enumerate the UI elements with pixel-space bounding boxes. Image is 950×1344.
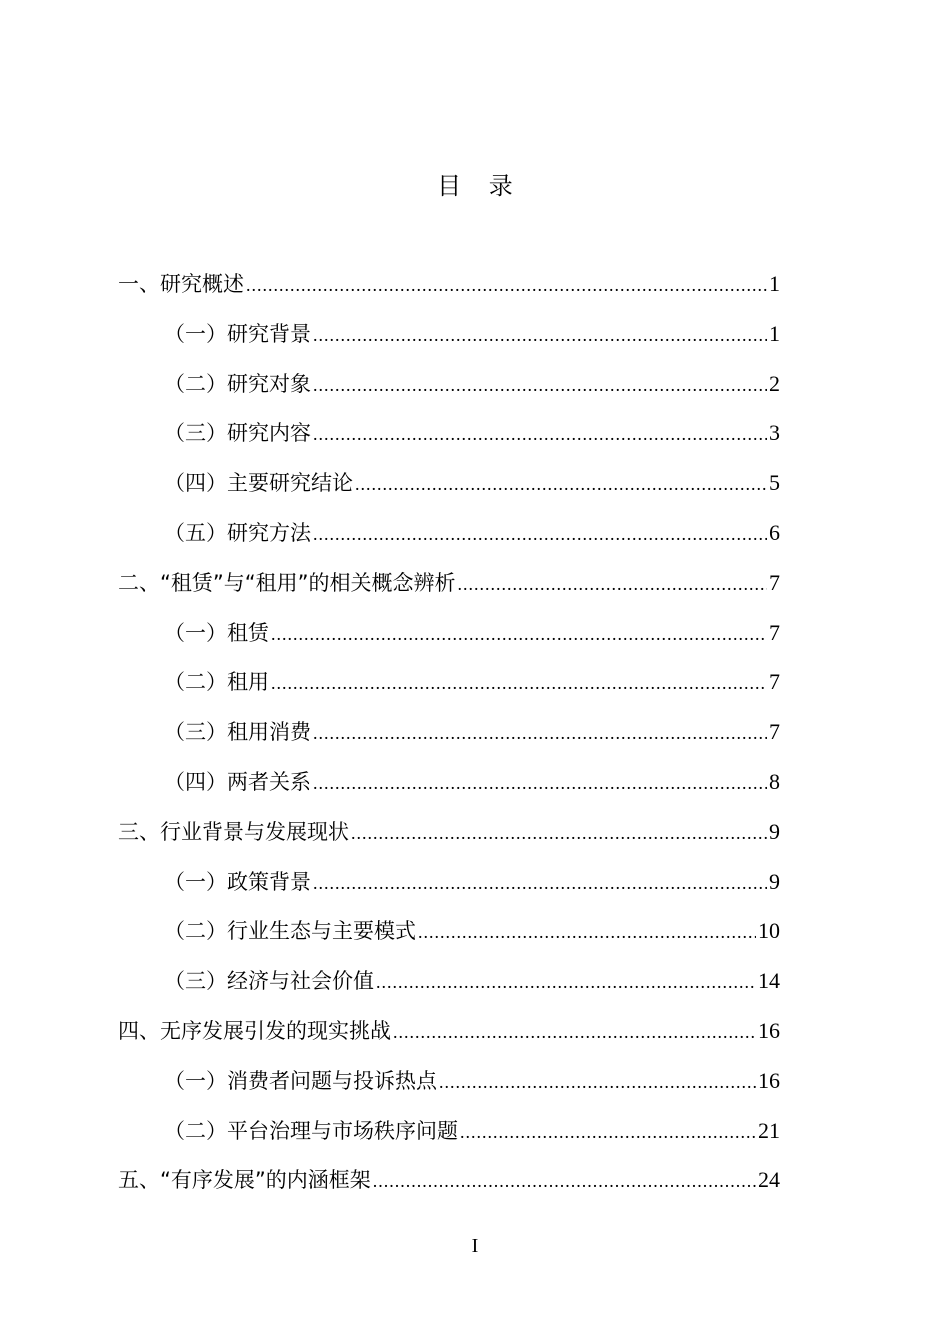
toc-entry[interactable] <box>118 812 780 862</box>
toc-entry-label: （一）政策背景 <box>164 869 311 894</box>
dot-leader <box>313 514 767 554</box>
toc-entry-label: （四）两者关系 <box>164 769 311 794</box>
toc-entry-label: （一）租赁 <box>164 620 269 645</box>
toc-entry-label: （三）经济与社会价值 <box>164 969 374 994</box>
toc-entry[interactable] <box>118 413 780 463</box>
page-number: I <box>471 1235 479 1257</box>
toc-entry[interactable] <box>118 314 780 364</box>
dot-leader <box>271 614 767 654</box>
toc-entry[interactable] <box>118 613 780 663</box>
toc-entry-label: （二）平台治理与市场秩序问题 <box>164 1118 458 1143</box>
toc-entry-page: 7 <box>769 719 780 745</box>
table-of-contents <box>118 264 780 1210</box>
toc-entry[interactable] <box>118 1111 780 1161</box>
toc-entry[interactable] <box>118 911 780 961</box>
toc-entry[interactable] <box>118 463 780 513</box>
toc-entry-page: 9 <box>769 818 780 844</box>
toc-entry-label: （三）租用消费 <box>164 720 311 745</box>
toc-entry-label: （一）消费者问题与投诉热点 <box>164 1068 437 1093</box>
dot-leader <box>271 663 767 703</box>
dot-leader <box>418 912 756 952</box>
toc-entry-page: 2 <box>769 370 780 396</box>
toc-entry[interactable] <box>118 762 780 812</box>
dot-leader <box>373 1161 756 1201</box>
dot-leader <box>460 1112 756 1152</box>
dot-leader <box>439 1062 756 1102</box>
dot-leader <box>313 315 767 355</box>
toc-entry-page: 24 <box>758 1167 780 1193</box>
toc-entry[interactable] <box>118 563 780 613</box>
toc-entry-page: 21 <box>758 1117 780 1143</box>
toc-entry-page: 3 <box>769 420 780 446</box>
toc-entry-label: （三）研究内容 <box>164 421 311 446</box>
toc-entry-page: 1 <box>769 271 780 296</box>
dot-leader <box>351 813 767 853</box>
dot-leader <box>376 962 756 1002</box>
toc-entry-page: 14 <box>758 968 780 994</box>
toc-entry-label: （五）研究方法 <box>164 520 311 545</box>
toc-entry[interactable] <box>118 513 780 563</box>
toc-entry-page: 5 <box>769 470 780 496</box>
toc-entry-page: 6 <box>769 519 780 545</box>
toc-entry-label: 一、研究概述 <box>118 272 244 296</box>
toc-entry[interactable] <box>118 662 780 712</box>
toc-entry-label: （四）主要研究结论 <box>164 471 353 496</box>
toc-entry-label: 三、行业背景与发展现状 <box>118 819 349 844</box>
toc-entry-page: 7 <box>769 669 780 695</box>
toc-entry[interactable] <box>118 862 780 912</box>
toc-entry-page: 7 <box>769 619 780 645</box>
toc-entry[interactable] <box>118 364 780 414</box>
dot-leader <box>393 1012 756 1052</box>
toc-entry-page: 7 <box>769 569 780 595</box>
toc-entry[interactable] <box>118 712 780 762</box>
toc-entry-label: 四、无序发展引发的现实挑战 <box>118 1018 391 1043</box>
toc-entry-page: 8 <box>769 768 780 794</box>
toc-entry-page: 10 <box>758 918 780 944</box>
toc-title: 目 录 <box>437 172 523 200</box>
toc-entry[interactable] <box>118 1160 780 1210</box>
toc-entry[interactable] <box>118 961 780 1011</box>
toc-entry[interactable] <box>118 1061 780 1111</box>
dot-leader <box>355 464 767 504</box>
toc-entry-page: 16 <box>758 1017 780 1043</box>
toc-entry[interactable] <box>118 1011 780 1061</box>
toc-entry-page: 9 <box>769 868 780 894</box>
toc-entry-label: （一）研究背景 <box>164 321 311 346</box>
dot-leader <box>246 265 767 305</box>
dot-leader <box>313 365 767 405</box>
toc-entry-label: 二、“租赁”与“租用”的相关概念辨析 <box>118 570 456 595</box>
toc-entry-label: （二）租用 <box>164 670 269 695</box>
toc-entry-label: 五、“有序发展”的内涵框架 <box>118 1168 371 1193</box>
dot-leader <box>313 763 767 803</box>
toc-entry-label: （二）行业生态与主要模式 <box>164 919 416 944</box>
toc-entry-page: 1 <box>769 320 780 346</box>
dot-leader <box>458 564 767 604</box>
dot-leader <box>313 863 767 903</box>
dot-leader <box>313 414 767 454</box>
toc-entry-label: （二）研究对象 <box>164 371 311 396</box>
toc-entry-page: 16 <box>758 1067 780 1093</box>
dot-leader <box>313 713 767 753</box>
toc-entry[interactable] <box>118 264 780 314</box>
